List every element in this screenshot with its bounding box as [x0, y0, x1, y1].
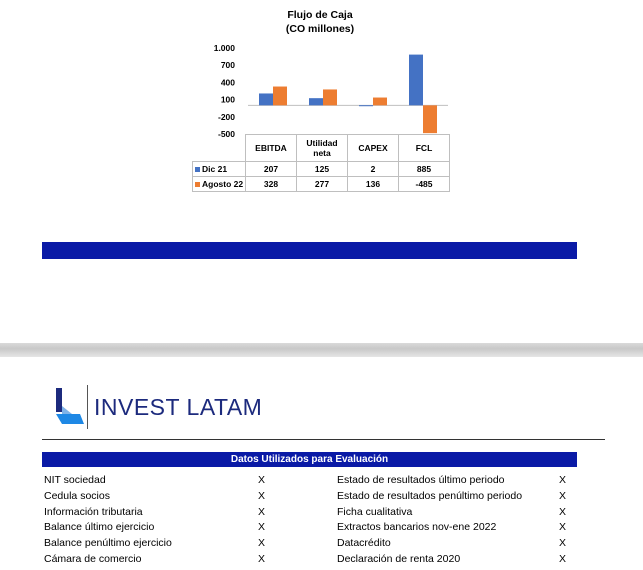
list-item-label: Cedula socios [44, 489, 110, 502]
table-header-fcl: FCL [399, 135, 450, 162]
list-item-label: Estado de resultados último periodo [337, 474, 505, 486]
list-item-mark: X [258, 474, 266, 486]
table-cell: 885 [399, 162, 450, 177]
list-item-mark: X [258, 505, 266, 518]
list-item-mark: X [258, 489, 266, 502]
list-item-mark: X [559, 489, 567, 502]
list-item [337, 473, 577, 489]
legend-swatch-orange [195, 182, 200, 187]
list-item [337, 520, 577, 536]
y-tick-label: 100 [220, 94, 235, 105]
table-header-capex: CAPEX [348, 135, 399, 162]
list-item-mark: X [258, 521, 266, 534]
list-item [337, 505, 577, 521]
header-rule [42, 439, 605, 440]
bar-dic21 [359, 105, 373, 106]
list-item [44, 520, 274, 536]
list-item-mark: X [559, 474, 567, 486]
list-item [44, 473, 274, 489]
bar-dic21 [309, 98, 323, 105]
table-corner [193, 135, 246, 162]
table-header-utilidad-text: Utilidad neta [306, 138, 338, 158]
list-item-label: Información tributaria [44, 505, 143, 518]
evaluation-list-right [337, 473, 577, 568]
list-item-mark: X [559, 552, 567, 565]
list-item-label: Datacrédito [337, 537, 391, 550]
list-item-label: Balance último ejercicio [44, 521, 155, 534]
evaluation-list-left [44, 473, 274, 568]
chart-data-table [192, 134, 450, 192]
list-item [44, 536, 274, 552]
table-cell: 136 [348, 177, 399, 192]
logo-divider [87, 385, 88, 429]
y-tick-label: 1.000 [213, 43, 235, 53]
table-cell: 125 [297, 162, 348, 177]
invest-latam-logo-icon [54, 386, 84, 426]
list-item-label: Extractos bancarios nov-ene 2022 [337, 521, 497, 534]
list-item [44, 489, 274, 505]
list-item [337, 552, 577, 568]
list-item [44, 552, 274, 568]
y-tick-label: -500 [217, 129, 235, 138]
list-item-mark: X [559, 505, 567, 518]
list-item-mark: X [559, 521, 567, 534]
legend-agosto22 [193, 177, 246, 192]
bar-agosto22 [423, 105, 437, 133]
table-cell: 2 [348, 162, 399, 177]
legend-agosto22-label: Agosto 22 [202, 179, 244, 189]
y-tick-label: 700 [220, 60, 235, 71]
list-item-label: Estado de resultados penúltimo periodo [337, 489, 523, 502]
table-header-utilidad [297, 135, 348, 162]
list-item-label: Cámara de comercio [44, 552, 142, 565]
page-break [0, 343, 643, 357]
section-divider-bar [42, 242, 577, 259]
chart-subtitle: (CO millones) [285, 23, 355, 35]
list-item-mark: X [258, 552, 266, 565]
chart-title-main: Flujo de Caja [287, 9, 353, 21]
bar-agosto22 [273, 87, 287, 106]
list-item [337, 489, 577, 505]
y-tick-label: 400 [220, 77, 235, 88]
list-item [337, 536, 577, 552]
table-cell: 277 [297, 177, 348, 192]
legend-dic21-label: Dic 21 [202, 164, 228, 174]
table-header-ebitda: EBITDA [246, 135, 297, 162]
list-item [44, 505, 274, 521]
brand-name: INVEST LATAM [94, 394, 263, 420]
list-item-label: Ficha cualitativa [337, 505, 413, 518]
list-item-mark: X [559, 537, 567, 550]
bar-agosto22 [323, 89, 337, 105]
list-item-label: Declaración de renta 2020 [337, 552, 461, 565]
y-tick-label: -200 [217, 111, 235, 122]
legend-dic21 [193, 162, 246, 177]
legend-swatch-blue [195, 167, 200, 172]
list-item-label: NIT sociedad [44, 474, 106, 486]
bar-agosto22 [373, 98, 387, 106]
bar-dic21 [259, 93, 273, 105]
list-item-label: Balance penúltimo ejercicio [44, 537, 172, 550]
list-item-mark: X [258, 537, 266, 550]
table-cell: -485 [399, 177, 450, 192]
table-cell: 207 [246, 162, 297, 177]
evaluation-section-title: Datos Utilizados para Evaluación [42, 452, 577, 467]
cash-flow-chart [190, 38, 470, 138]
chart-title [220, 8, 420, 36]
bar-dic21 [409, 55, 423, 106]
table-cell: 328 [246, 177, 297, 192]
